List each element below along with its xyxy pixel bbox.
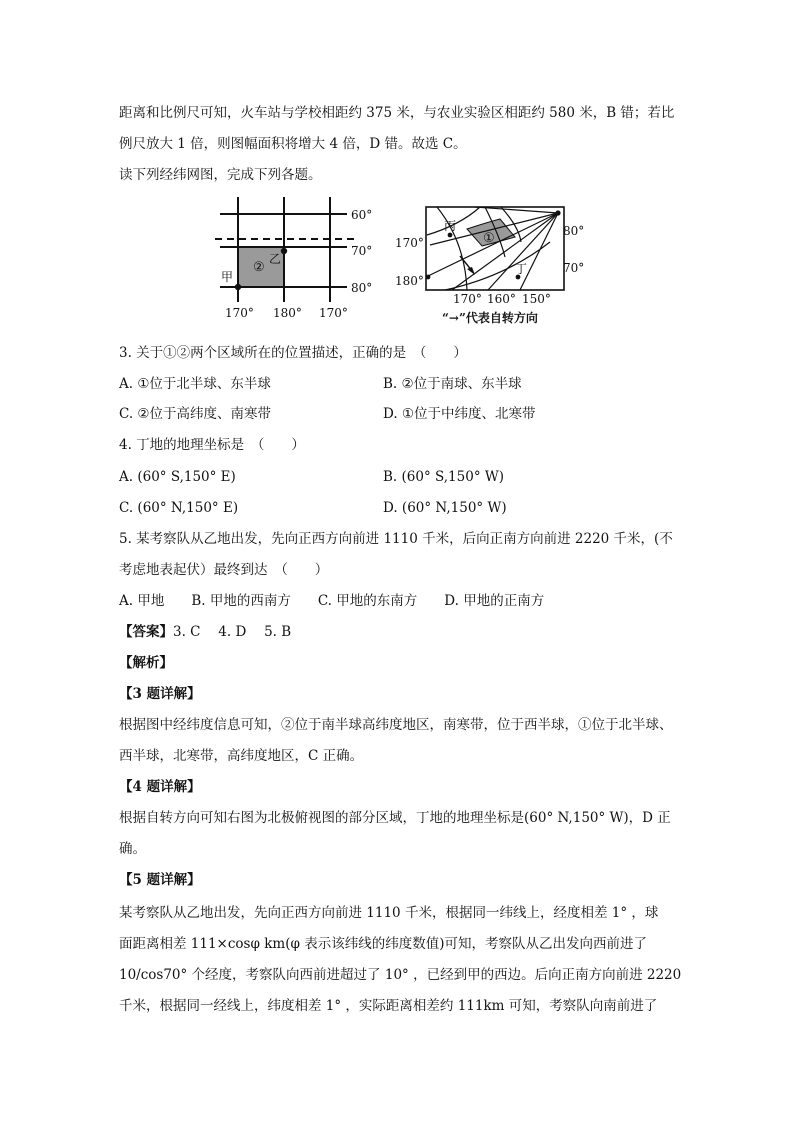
right-polar-figure	[395, 207, 584, 325]
intro-line-3: 读下列经纬网图，完成下列各题。	[119, 167, 322, 183]
lat-80-label: 80°	[351, 281, 373, 295]
q3-option-b: B. ②位于南球、东半球	[383, 376, 522, 392]
detail-3-line-2: 西半球，北寒带，高纬度地区，C 正确。	[119, 748, 364, 764]
right-lat-70-label: 70°	[563, 261, 585, 275]
rotation-arrow-head	[467, 267, 475, 275]
jia-label: 甲	[221, 270, 234, 284]
intro-line-1: 距离和比例尺可知，火车站与学校相距约 375 米，与农业实验区相距约 580 米，B 错；若比	[119, 105, 675, 121]
left-grid-figure	[215, 197, 372, 320]
bing-label: 丙	[444, 219, 457, 233]
point-jia	[235, 284, 241, 290]
point-180	[426, 275, 431, 280]
detail-4-title: 【4 题详解】	[119, 779, 201, 795]
answer-line	[119, 622, 684, 642]
region-2-label: ②	[253, 260, 265, 275]
right-lon-180-label: 180°	[395, 274, 424, 288]
point-yi	[281, 248, 287, 254]
parallel-arc-4	[445, 242, 550, 290]
q5-options: A. 甲地 B. 甲地的西南方 C. 甲地的东南方 D. 甲地的正南方	[119, 593, 545, 609]
detail-3-title: 【3 题详解】	[119, 686, 201, 702]
analysis-label: 【解析】	[119, 655, 173, 671]
intro-line-2: 例尺放大 1 倍，则图幅面积将增大 4 倍，D 错。故选 C。	[119, 136, 467, 152]
detail-4-line-2: 确。	[119, 841, 146, 857]
q5-stem-line-2: 考虑地表起伏）最终到达 （ ）	[119, 562, 329, 578]
bottom-150-label: 150°	[522, 292, 551, 306]
q3-option-a: A. ①位于北半球、东半球	[119, 376, 271, 392]
q4-option-d: D. (60° N,150° W)	[383, 500, 507, 516]
pole-point	[555, 210, 560, 215]
q4-stem: 4. 丁地的地理坐标是 （ ）	[119, 437, 305, 453]
detail-4-line-1: 根据自转方向可知右图为北极俯视图的部分区域，丁地的地理坐标是(60° N,150° W)，D 正	[119, 810, 671, 826]
answer-text: 3. C 4. D 5. B	[173, 624, 292, 640]
q3-option-c: C. ②位于高纬度、南寒带	[119, 406, 272, 422]
detail-5-line-3: 10/cos70° 个经度，考察队向西前进超过了 10° ，已经到甲的西边。后向正南方向前进 2220	[119, 967, 682, 983]
detail-5-title: 【5 题详解】	[119, 872, 201, 888]
detail-5-line-4: 千米，根据同一经线上，纬度相差 1° ，实际距离相差约 111km 可知，考察队向南前进了	[119, 998, 658, 1014]
detail-5-line-2: 面距离相差 111×cosφ km(φ 表示该纬线的纬度数值)可知，考察队从乙出发向西前进了	[119, 936, 647, 952]
q3-option-d: D. ①位于中纬度、北寒带	[383, 406, 536, 422]
rotation-caption: “→”代表自转方向	[442, 311, 538, 325]
answer-label: 【答案】	[119, 624, 173, 640]
yi-label: 乙	[269, 252, 282, 266]
lon-180-label: 180°	[273, 306, 302, 320]
q4-option-a: A. (60° S,150° E)	[119, 469, 236, 485]
right-lon-170-label: 170°	[395, 236, 424, 250]
bottom-160-label: 160°	[487, 292, 516, 306]
q4-option-b: B. (60° S,150° W)	[383, 469, 504, 485]
meridian-line-d	[520, 213, 558, 290]
right-lat-80-label: 80°	[563, 224, 585, 238]
ding-label: 丁	[515, 262, 528, 276]
lat-70-label: 70°	[351, 244, 373, 258]
q3-stem: 3. 关于①②两个区域所在的位置描述，正确的是 （ ）	[119, 345, 467, 361]
detail-5-line-1: 某考察队从乙地出发，先向正西方向前进 1110 千米，根据同一纬线上，经度相差 1° ，球	[119, 905, 659, 921]
lon-170-label-a: 170°	[225, 306, 254, 320]
detail-3-line-1: 根据图中经纬度信息可知，②位于南半球高纬度地区，南寒带，位于西半球，①位于北半球、	[119, 717, 673, 733]
figures-svg	[205, 197, 595, 332]
point-bing	[448, 233, 453, 238]
lat-60-label: 60°	[351, 208, 373, 222]
bottom-170-label: 170°	[453, 292, 482, 306]
region-1-label: ①	[483, 231, 495, 246]
q4-option-c: C. (60° N,150° E)	[119, 500, 239, 516]
lon-170-label-b: 170°	[319, 306, 348, 320]
q5-stem-line-1: 5. 某考察队从乙地出发，先向正西方向前进 1110 千米，后向正南方向前进 2220 千米，(不	[119, 531, 673, 547]
latlong-figures	[205, 197, 595, 332]
